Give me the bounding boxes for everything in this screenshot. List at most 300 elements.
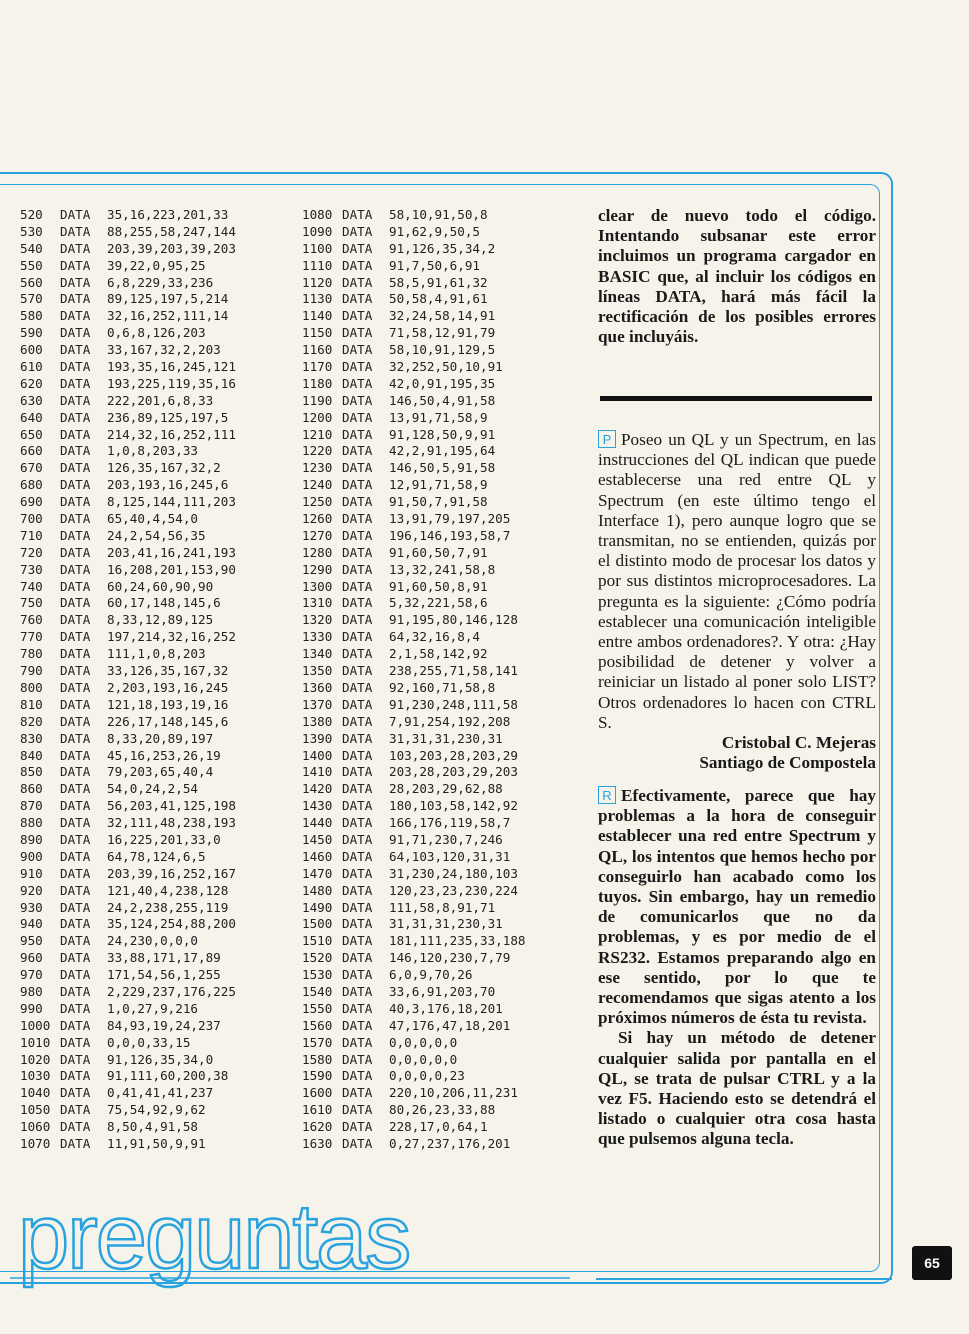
listing-line [20, 646, 236, 663]
data-values: 180,103,58,142,92 [389, 798, 518, 814]
data-keyword: DATA [60, 240, 91, 256]
listing-line [302, 258, 525, 275]
line-number: 1210 [302, 426, 333, 442]
data-values: 80,26,23,33,88 [389, 1102, 496, 1118]
line-number: 620 [20, 375, 43, 391]
data-keyword: DATA [60, 308, 91, 324]
data-values: 13,91,71,58,9 [389, 409, 488, 425]
data-values: 196,146,193,58,7 [389, 527, 511, 543]
listing-line [20, 731, 236, 748]
line-number: 1350 [302, 663, 333, 679]
data-values: 40,3,176,18,201 [389, 1000, 503, 1016]
data-values: 31,230,24,180,103 [389, 865, 518, 881]
listing-line [302, 1102, 525, 1119]
listing-line [302, 646, 525, 663]
signature-name: Cristobal C. Mejeras [721, 733, 876, 753]
data-values: 12,91,71,58,9 [389, 477, 488, 493]
line-number: 550 [20, 257, 43, 273]
data-values: 121,18,193,19,16 [107, 696, 229, 712]
data-values: 16,208,201,153,90 [107, 561, 236, 577]
data-values: 58,10,91,129,5 [389, 342, 496, 358]
data-values: 111,1,0,8,203 [107, 646, 206, 662]
data-values: 28,203,29,62,88 [389, 781, 503, 797]
line-number: 1290 [302, 561, 333, 577]
data-keyword: DATA [342, 950, 373, 966]
data-values: 171,54,56,1,255 [107, 967, 221, 983]
line-number: 940 [20, 916, 43, 932]
data-keyword: DATA [342, 443, 373, 459]
line-number: 1610 [302, 1102, 333, 1118]
data-keyword: DATA [60, 696, 91, 712]
listing-line [302, 764, 525, 781]
line-number: 1570 [302, 1034, 333, 1050]
line-number: 690 [20, 494, 43, 510]
listing-line [302, 207, 525, 224]
data-keyword: DATA [342, 983, 373, 999]
line-number: 530 [20, 223, 43, 239]
data-keyword: DATA [60, 1119, 91, 1135]
data-keyword: DATA [342, 257, 373, 273]
line-number: 1130 [302, 291, 333, 307]
listing-line [302, 731, 525, 748]
line-number: 930 [20, 899, 43, 915]
line-number: 590 [20, 325, 43, 341]
data-keyword: DATA [342, 460, 373, 476]
line-number: 1200 [302, 409, 333, 425]
data-values: 91,50,7,91,58 [389, 494, 488, 510]
data-values: 50,58,4,91,61 [389, 291, 488, 307]
data-values: 91,71,230,7,246 [389, 831, 503, 847]
data-values: 226,17,148,145,6 [107, 713, 229, 729]
listing-line [302, 849, 525, 866]
listing-line [20, 579, 236, 596]
intro-paragraph: clear de nuevo todo el código. Intentando subsanar este error incluimos un programa cargador en BASIC que, al incluir los códigos en líneas DATA, hará más fácil la rectificación de los posibles errores que incluyáis. [598, 206, 876, 347]
answer-text-2: Si hay un método de detener cualquier salida por pantalla en el QL, se trata de pulsar CTRL y a la vez F5. Haciendo esto se detendrá el listado o cualquier otra cosa hasta que pulsemos alguna tecla. [598, 1028, 876, 1149]
data-keyword: DATA [60, 207, 91, 222]
line-number: 1240 [302, 477, 333, 493]
line-number: 1310 [302, 595, 333, 611]
data-keyword: DATA [60, 899, 91, 915]
data-values: 8,125,144,111,203 [107, 494, 236, 510]
data-keyword: DATA [60, 798, 91, 814]
data-keyword: DATA [60, 983, 91, 999]
data-values: 91,60,50,7,91 [389, 544, 488, 560]
line-number: 1390 [302, 730, 333, 746]
data-values: 33,88,171,17,89 [107, 950, 221, 966]
listing-line [302, 342, 525, 359]
data-values: 8,33,20,89,197 [107, 730, 214, 746]
listing-line [302, 1119, 525, 1136]
listing-line [302, 1068, 525, 1085]
data-values: 8,50,4,91,58 [107, 1119, 198, 1135]
listing-line [302, 545, 525, 562]
data-keyword: DATA [60, 578, 91, 594]
data-values: 238,255,71,58,141 [389, 663, 518, 679]
data-values: 79,203,65,40,4 [107, 764, 214, 780]
data-keyword: DATA [60, 1034, 91, 1050]
data-values: 91,111,60,200,38 [107, 1068, 229, 1084]
data-keyword: DATA [60, 561, 91, 577]
line-number: 1260 [302, 511, 333, 527]
line-number: 840 [20, 747, 43, 763]
data-values: 31,31,31,230,31 [389, 730, 503, 746]
line-number: 1030 [20, 1068, 51, 1084]
data-values: 91,7,50,6,91 [389, 257, 480, 273]
data-values: 111,58,8,91,71 [389, 899, 496, 915]
line-number: 540 [20, 240, 43, 256]
data-keyword: DATA [342, 511, 373, 527]
data-keyword: DATA [342, 308, 373, 324]
data-keyword: DATA [60, 1085, 91, 1101]
data-keyword: DATA [60, 933, 91, 949]
data-keyword: DATA [60, 477, 91, 493]
listing-line [20, 680, 236, 697]
line-number: 1460 [302, 848, 333, 864]
line-number: 660 [20, 443, 43, 459]
line-number: 880 [20, 815, 43, 831]
listing-line [20, 781, 236, 798]
line-number: 750 [20, 595, 43, 611]
listing-line [302, 224, 525, 241]
line-number: 670 [20, 460, 43, 476]
data-values: 84,93,19,24,237 [107, 1017, 221, 1033]
listing-line [302, 511, 525, 528]
data-values: 60,17,148,145,6 [107, 595, 221, 611]
data-values: 33,126,35,167,32 [107, 663, 229, 679]
data-keyword: DATA [60, 359, 91, 375]
line-number: 1050 [20, 1102, 51, 1118]
listing-line [20, 410, 236, 427]
line-number: 820 [20, 713, 43, 729]
data-keyword: DATA [342, 223, 373, 239]
data-values: 146,50,4,91,58 [389, 392, 496, 408]
line-number: 1250 [302, 494, 333, 510]
data-values: 7,91,254,192,208 [389, 713, 511, 729]
data-keyword: DATA [60, 460, 91, 476]
line-number: 1320 [302, 612, 333, 628]
line-number: 1550 [302, 1000, 333, 1016]
data-keyword: DATA [342, 967, 373, 983]
data-values: 203,39,203,39,203 [107, 240, 236, 256]
data-keyword: DATA [342, 933, 373, 949]
data-keyword: DATA [60, 494, 91, 510]
data-keyword: DATA [342, 1135, 373, 1151]
data-keyword: DATA [60, 291, 91, 307]
data-values: 228,17,0,64,1 [389, 1119, 488, 1135]
data-values: 236,89,125,197,5 [107, 409, 229, 425]
line-number: 1480 [302, 882, 333, 898]
listing-line [302, 1085, 525, 1102]
line-number: 1360 [302, 679, 333, 695]
listing-line [302, 815, 525, 832]
line-number: 1590 [302, 1068, 333, 1084]
data-keyword: DATA [60, 1135, 91, 1151]
listing-line [20, 1102, 236, 1119]
line-number: 1280 [302, 544, 333, 560]
data-keyword: DATA [342, 1000, 373, 1016]
data-values: 146,50,5,91,58 [389, 460, 496, 476]
line-number: 970 [20, 967, 43, 983]
data-values: 2,1,58,142,92 [389, 646, 488, 662]
line-number: 1060 [20, 1119, 51, 1135]
data-keyword: DATA [342, 1051, 373, 1067]
listing-line [302, 967, 525, 984]
listing-line [20, 815, 236, 832]
line-number: 1160 [302, 342, 333, 358]
listing-line [302, 1018, 525, 1035]
data-keyword: DATA [342, 426, 373, 442]
data-values: 35,16,223,201,33 [107, 207, 229, 222]
data-values: 13,32,241,58,8 [389, 561, 496, 577]
data-keyword: DATA [60, 815, 91, 831]
listing-line [20, 460, 236, 477]
data-values: 32,24,58,14,91 [389, 308, 496, 324]
data-values: 91,60,50,8,91 [389, 578, 488, 594]
basic-listing-left [20, 207, 236, 1153]
data-keyword: DATA [342, 207, 373, 222]
data-keyword: DATA [60, 274, 91, 290]
data-keyword: DATA [60, 831, 91, 847]
listing-line [20, 224, 236, 241]
line-number: 1170 [302, 359, 333, 375]
section-title-logo [10, 1196, 570, 1306]
data-keyword: DATA [60, 595, 91, 611]
data-values: 1,0,8,203,33 [107, 443, 198, 459]
line-number: 1580 [302, 1051, 333, 1067]
data-values: 24,230,0,0,0 [107, 933, 198, 949]
listing-line [20, 258, 236, 275]
listing-line [20, 950, 236, 967]
listing-line [302, 393, 525, 410]
listing-line [20, 967, 236, 984]
listing-line [20, 1018, 236, 1035]
line-number: 740 [20, 578, 43, 594]
data-values: 45,16,253,26,19 [107, 747, 221, 763]
listing-line [20, 308, 236, 325]
listing-line [20, 764, 236, 781]
data-keyword: DATA [60, 646, 91, 662]
data-keyword: DATA [60, 747, 91, 763]
line-number: 720 [20, 544, 43, 560]
data-values: 54,0,24,2,54 [107, 781, 198, 797]
basic-listing-right [302, 207, 525, 1153]
line-number: 1430 [302, 798, 333, 814]
data-values: 91,126,35,34,0 [107, 1051, 214, 1067]
data-keyword: DATA [342, 798, 373, 814]
listing-line [302, 680, 525, 697]
data-values: 197,214,32,16,252 [107, 629, 236, 645]
data-values: 64,103,120,31,31 [389, 848, 511, 864]
listing-line [302, 460, 525, 477]
listing-line [302, 883, 525, 900]
line-number: 980 [20, 983, 43, 999]
line-number: 600 [20, 342, 43, 358]
data-keyword: DATA [342, 781, 373, 797]
listing-line [20, 714, 236, 731]
listing-line [302, 595, 525, 612]
line-number: 900 [20, 848, 43, 864]
data-keyword: DATA [60, 764, 91, 780]
listing-line [302, 629, 525, 646]
listing-line [20, 612, 236, 629]
data-values: 47,176,47,18,201 [389, 1017, 511, 1033]
data-keyword: DATA [342, 1017, 373, 1033]
data-values: 146,120,230,7,79 [389, 950, 511, 966]
listing-line [302, 916, 525, 933]
answer-marker-icon: R [598, 786, 616, 804]
line-number: 810 [20, 696, 43, 712]
line-number: 1540 [302, 983, 333, 999]
data-values: 203,41,16,241,193 [107, 544, 236, 560]
line-number: 580 [20, 308, 43, 324]
listing-line [20, 1001, 236, 1018]
line-number: 1300 [302, 578, 333, 594]
data-keyword: DATA [60, 392, 91, 408]
data-values: 58,10,91,50,8 [389, 207, 488, 222]
data-keyword: DATA [60, 950, 91, 966]
question-block [598, 430, 876, 773]
line-number: 1120 [302, 274, 333, 290]
listing-line [20, 933, 236, 950]
data-values: 8,33,12,89,125 [107, 612, 214, 628]
data-keyword: DATA [342, 392, 373, 408]
listing-line [302, 798, 525, 815]
listing-line [20, 275, 236, 292]
line-number: 520 [20, 207, 43, 222]
listing-line [302, 562, 525, 579]
listing-line [20, 984, 236, 1001]
line-number: 1500 [302, 916, 333, 932]
question-marker-icon: P [598, 430, 616, 448]
listing-line [302, 781, 525, 798]
data-keyword: DATA [342, 1034, 373, 1050]
data-values: 203,28,203,29,203 [389, 764, 518, 780]
listing-line [20, 832, 236, 849]
data-keyword: DATA [60, 848, 91, 864]
data-keyword: DATA [342, 764, 373, 780]
listing-line [20, 325, 236, 342]
data-keyword: DATA [342, 595, 373, 611]
line-number: 1410 [302, 764, 333, 780]
listing-line [302, 410, 525, 427]
line-number: 950 [20, 933, 43, 949]
data-values: 71,58,12,91,79 [389, 325, 496, 341]
data-keyword: DATA [342, 342, 373, 358]
data-keyword: DATA [60, 1017, 91, 1033]
listing-line [20, 697, 236, 714]
listing-line [20, 393, 236, 410]
data-keyword: DATA [60, 713, 91, 729]
listing-line [302, 663, 525, 680]
data-values: 222,201,6,8,33 [107, 392, 214, 408]
listing-line [302, 376, 525, 393]
listing-line [20, 562, 236, 579]
listing-line [302, 1035, 525, 1052]
listing-line [302, 494, 525, 511]
data-values: 0,27,237,176,201 [389, 1135, 511, 1151]
line-number: 630 [20, 392, 43, 408]
listing-line [20, 595, 236, 612]
line-number: 1340 [302, 646, 333, 662]
data-values: 60,24,60,90,90 [107, 578, 214, 594]
line-number: 1450 [302, 831, 333, 847]
listing-line [20, 849, 236, 866]
data-keyword: DATA [60, 1000, 91, 1016]
line-number: 780 [20, 646, 43, 662]
data-values: 11,91,50,9,91 [107, 1135, 206, 1151]
data-keyword: DATA [60, 882, 91, 898]
data-values: 24,2,54,56,35 [107, 527, 206, 543]
line-number: 1510 [302, 933, 333, 949]
data-keyword: DATA [60, 1051, 91, 1067]
data-keyword: DATA [60, 257, 91, 273]
data-keyword: DATA [60, 325, 91, 341]
data-values: 88,255,58,247,144 [107, 223, 236, 239]
data-values: 89,125,197,5,214 [107, 291, 229, 307]
line-number: 1140 [302, 308, 333, 324]
line-number: 570 [20, 291, 43, 307]
data-values: 58,5,91,61,32 [389, 274, 488, 290]
data-values: 5,32,221,58,6 [389, 595, 488, 611]
line-number: 1330 [302, 629, 333, 645]
data-keyword: DATA [342, 409, 373, 425]
data-values: 56,203,41,125,198 [107, 798, 236, 814]
line-number: 1420 [302, 781, 333, 797]
line-number: 560 [20, 274, 43, 290]
data-values: 64,78,124,6,5 [107, 848, 206, 864]
data-keyword: DATA [342, 815, 373, 831]
line-number: 1380 [302, 713, 333, 729]
listing-line [302, 832, 525, 849]
data-values: 0,0,0,0,0 [389, 1051, 458, 1067]
listing-line [20, 207, 236, 224]
listing-line [302, 241, 525, 258]
line-number: 770 [20, 629, 43, 645]
data-keyword: DATA [60, 663, 91, 679]
line-number: 1110 [302, 257, 333, 273]
listing-line [302, 308, 525, 325]
data-keyword: DATA [342, 1068, 373, 1084]
listing-line [302, 714, 525, 731]
data-keyword: DATA [342, 865, 373, 881]
listing-line [20, 494, 236, 511]
data-keyword: DATA [60, 612, 91, 628]
data-values: 13,91,79,197,205 [389, 511, 511, 527]
listing-line [20, 1052, 236, 1069]
data-values: 33,167,32,2,203 [107, 342, 221, 358]
data-values: 75,54,92,9,62 [107, 1102, 206, 1118]
line-number: 1270 [302, 527, 333, 543]
listing-line [20, 1136, 236, 1153]
line-number: 910 [20, 865, 43, 881]
data-values: 91,195,80,146,128 [389, 612, 518, 628]
data-values: 91,62,9,50,5 [389, 223, 480, 239]
data-keyword: DATA [342, 544, 373, 560]
data-keyword: DATA [60, 967, 91, 983]
line-number: 710 [20, 527, 43, 543]
listing-line [20, 798, 236, 815]
data-keyword: DATA [342, 663, 373, 679]
line-number: 1090 [302, 223, 333, 239]
data-values: 193,225,119,35,16 [107, 375, 236, 391]
data-values: 203,39,16,252,167 [107, 865, 236, 881]
data-keyword: DATA [60, 409, 91, 425]
data-keyword: DATA [342, 646, 373, 662]
listing-line [302, 443, 525, 460]
section-divider [600, 396, 872, 401]
data-keyword: DATA [342, 325, 373, 341]
listing-line [20, 629, 236, 646]
